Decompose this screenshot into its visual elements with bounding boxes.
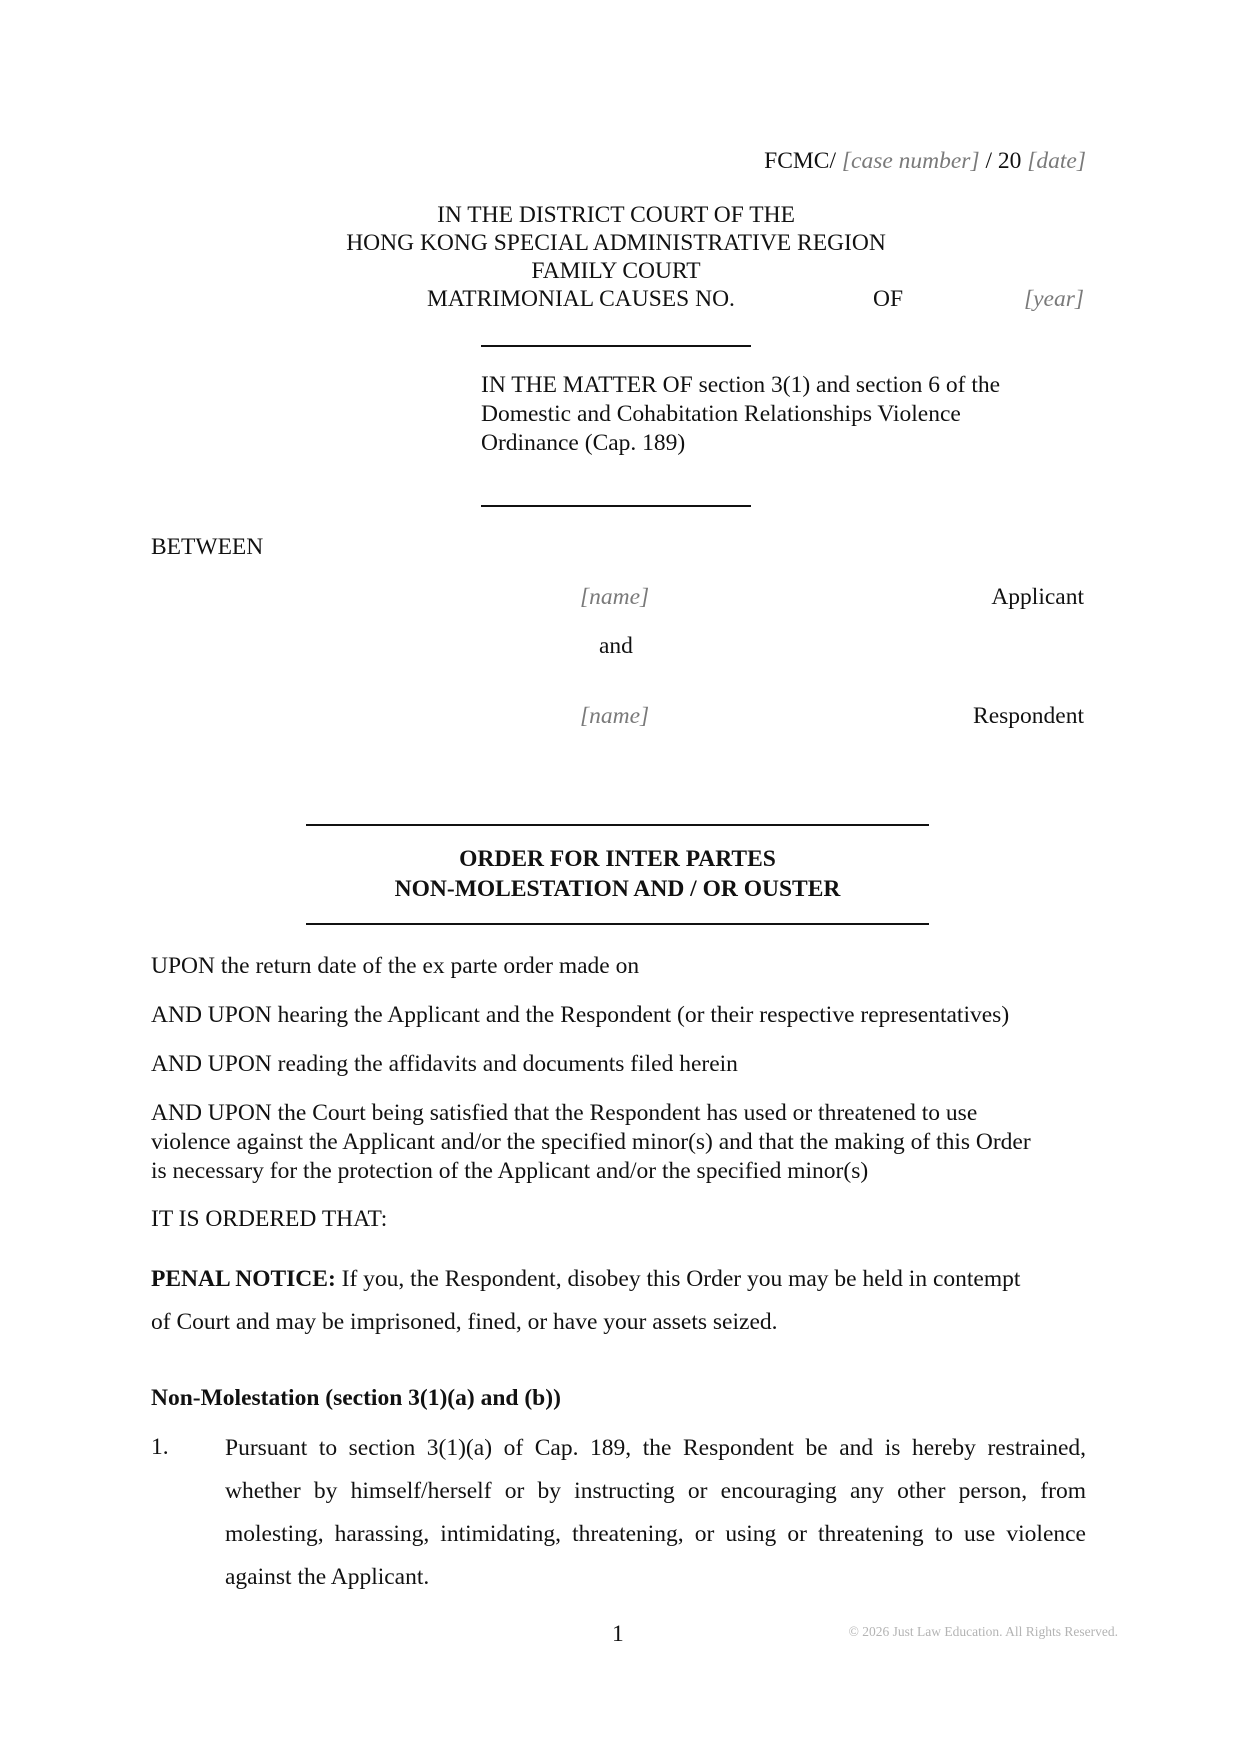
recital-1: UPON the return date of the ex parte order made on <box>151 953 640 979</box>
title-bottom-rule <box>306 923 929 925</box>
matrimonial-causes-label: MATRIMONIAL CAUSES NO. <box>427 286 735 312</box>
applicant-role: Applicant <box>991 584 1084 610</box>
court-line-2: HONG KONG SPECIAL ADMINISTRATIVE REGION <box>346 230 886 256</box>
recital-3: AND UPON reading the affidavits and documents filed herein <box>151 1051 738 1077</box>
case-prefix: FCMC/ <box>764 148 836 174</box>
respondent-name-placeholder: [name] <box>580 703 650 729</box>
and-label: and <box>599 633 633 659</box>
date-placeholder: [date] <box>1027 148 1086 174</box>
matrimonial-causes-of: OF <box>873 286 904 312</box>
divider-rule <box>481 345 751 347</box>
matter-line-1: IN THE MATTER OF section 3(1) and section 6 of the <box>481 372 1001 398</box>
page-number: 1 <box>612 1621 624 1647</box>
order-title-line-1: ORDER FOR INTER PARTES <box>459 846 776 872</box>
penal-notice-label: PENAL NOTICE: <box>151 1266 336 1292</box>
matter-line-2: Domestic and Cohabitation Relationships Violence <box>481 401 961 427</box>
case-separator: / 20 <box>985 148 1022 174</box>
court-line-3: FAMILY COURT <box>531 258 701 284</box>
copyright-notice: © 2026 Just Law Education. All Rights Reserved. <box>848 1624 1118 1639</box>
clause-text: Pursuant to section 3(1)(a) of Cap. 189, the Respondent be and is hereby restrained, whether by himself/herself or by instructing or encouraging any other person, from molesting, harassing, intimidating, threatening, or using or threatening to use violence against the Applicant. <box>225 1435 1086 1590</box>
section-heading: Non-Molestation (section 3(1)(a) and (b)) <box>151 1385 561 1411</box>
penal-notice-line-1 <box>151 1266 1020 1293</box>
divider-rule <box>481 505 751 507</box>
court-line-1: IN THE DISTRICT COURT OF THE <box>437 202 795 228</box>
title-top-rule <box>306 824 929 826</box>
penal-notice-line-2: of Court and may be imprisoned, fined, or have your assets seized. <box>151 1309 778 1335</box>
applicant-name-placeholder: [name] <box>580 584 650 610</box>
recital-4-line-2: violence against the Applicant and/or the specified minor(s) and that the making of this Order <box>151 1129 1031 1155</box>
clause-number: 1. <box>151 1434 169 1460</box>
between-label: BETWEEN <box>151 534 264 560</box>
recital-4-line-1: AND UPON the Court being satisfied that the Respondent has used or threatened to use <box>151 1100 978 1126</box>
recital-5: IT IS ORDERED THAT: <box>151 1206 388 1232</box>
case-number-placeholder: [case number] <box>841 148 980 174</box>
matter-line-3: Ordinance (Cap. 189) <box>481 430 686 456</box>
penal-notice-text-1: If you, the Respondent, disobey this Order you may be held in contempt <box>341 1266 1021 1292</box>
case-reference <box>764 148 1086 175</box>
recital-2: AND UPON hearing the Applicant and the Respondent (or their respective representatives) <box>151 1002 1010 1028</box>
year-placeholder: [year] <box>1023 286 1084 312</box>
order-title-line-2: NON-MOLESTATION AND / OR OUSTER <box>394 876 841 902</box>
recital-4-line-3: is necessary for the protection of the Applicant and/or the specified minor(s) <box>151 1158 869 1184</box>
respondent-role: Respondent <box>973 703 1084 729</box>
